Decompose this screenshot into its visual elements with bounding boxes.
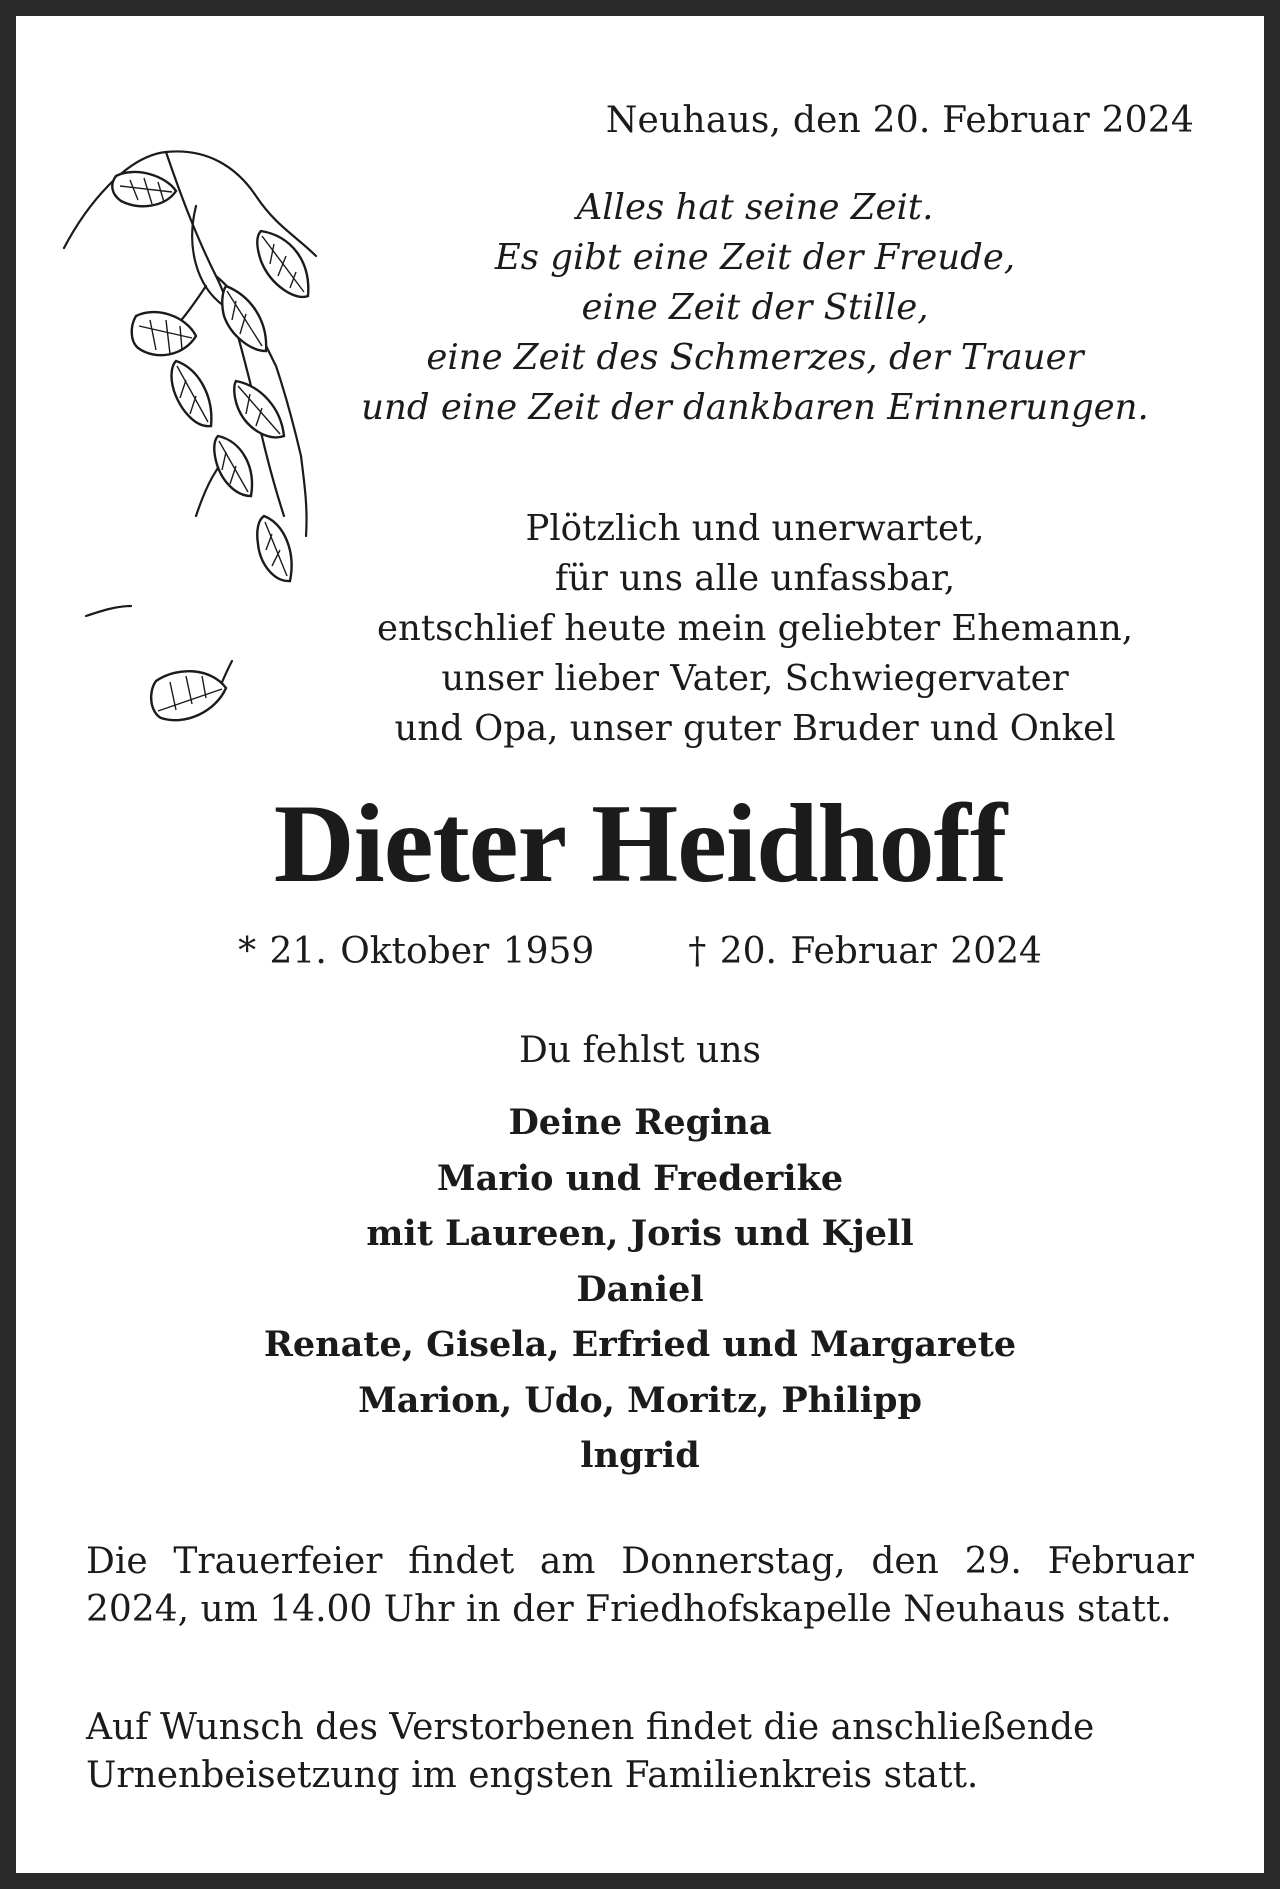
mourner-line: lngrid [580, 1435, 700, 1476]
announcement-line: unser lieber Vater, Schwiegervater [441, 658, 1069, 699]
mourner-line: mit Laureen, Joris und Kjell [366, 1213, 914, 1254]
poem-line: Alles hat seine Zeit. [576, 187, 934, 228]
birch-branch-icon [46, 136, 336, 776]
poem-line: eine Zeit des Schmerzes, der Trauer [426, 337, 1084, 378]
poem-line: Es gibt eine Zeit der Freude, [494, 237, 1016, 278]
deceased-name: Dieter Heidhoff [273, 782, 1007, 906]
funeral-service-notice: Die Trauerfeier findet am Donnerstag, den 29. Februar 2024, um 14.00 Uhr in der Friedhofskapelle Neuhaus statt. [86, 1541, 1194, 1630]
poem [316, 183, 1194, 433]
birth-date: * 21. Oktober 1959 [238, 931, 595, 972]
mourner-line: Mario und Frederike [436, 1157, 844, 1199]
death-date: † 20. Februar 2024 [688, 931, 1042, 972]
mourner-line: Deine Regina [508, 1102, 772, 1143]
closing-phrase: Du fehlst uns [518, 1030, 762, 1071]
mourners-list [16, 1095, 1264, 1484]
mourner-line: Marion, Udo, Moritz, Philipp [358, 1379, 922, 1421]
announcement-line: Plötzlich und unerwartet, [525, 508, 985, 549]
life-dates [16, 931, 1264, 972]
death-announcement-text [316, 504, 1194, 754]
dateline: Neuhaus, den 20. Februar 2024 [605, 100, 1194, 141]
obituary-notice [16, 16, 1264, 1873]
poem-line: eine Zeit der Stille, [581, 287, 929, 328]
mourner-line: Daniel [576, 1268, 704, 1310]
mourner-line: Renate, Gisela, Erfried und Margarete [263, 1324, 1017, 1365]
announcement-line: und Opa, unser guter Bruder und Onkel [394, 708, 1116, 749]
announcement-line: für uns alle unfassbar, [554, 558, 956, 599]
poem-line: und eine Zeit der dankbaren Erinnerungen. [361, 387, 1149, 428]
announcement-line: entschlief heute mein geliebter Ehemann, [376, 608, 1134, 649]
urn-burial-notice: Auf Wunsch des Verstorbenen findet die anschließende Urnenbeisetzung im engsten Familienkreis statt. [86, 1707, 1095, 1796]
